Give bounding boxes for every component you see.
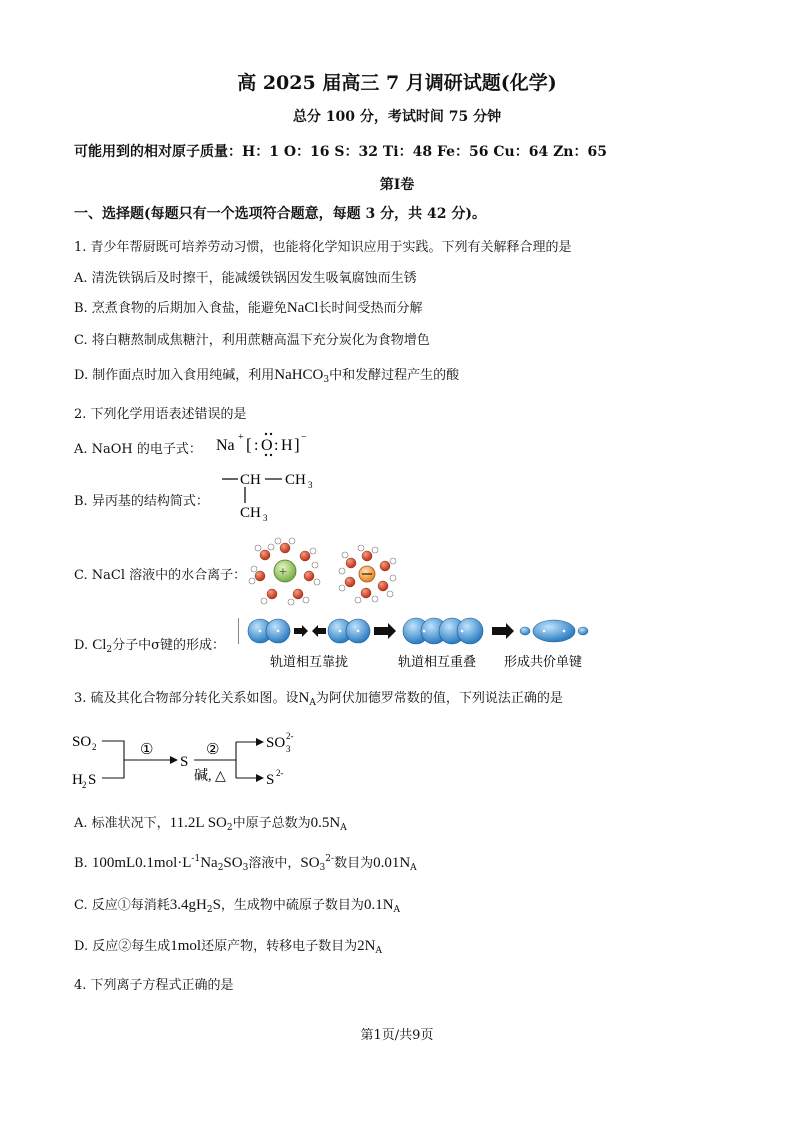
q3-b-value-sub: A: [410, 863, 417, 873]
q3-c-s: S: [212, 897, 221, 913]
q1-option-c: C. 将白糖熬制成焦糖汁，利用蔗糖高温下充分炭化为食物增色: [74, 333, 430, 348]
q3-a-value: 0.5N: [310, 815, 341, 831]
so3-sub: 3: [286, 744, 291, 754]
q2-option-d-sub: 2: [106, 645, 113, 655]
to-so3-arrowhead: [256, 738, 264, 746]
q2-option-d-label-pre: D.: [74, 638, 89, 653]
q1-option-b-post: 长时间受热而分解: [318, 301, 423, 316]
q3-d-value: 2N: [357, 938, 376, 954]
dot-bottom-2: [270, 454, 272, 456]
ch3-bottom-sub: 3: [263, 513, 268, 523]
q3-stem-post: 为阿伏加德罗常数的值，下列说法正确的是: [315, 691, 563, 706]
q2-option-b: [74, 490, 209, 509]
q2-stem: 2. 下列化学用语表述错误的是: [74, 407, 247, 422]
q3-b-ion: SO: [300, 855, 320, 871]
q1-option-a: A. 清洗铁锅后及时擦干，能减缓铁锅因发生吸氧腐蚀而生锈: [74, 271, 417, 286]
so3-charge: 2-: [286, 731, 294, 741]
step1-label: ①: [140, 742, 154, 758]
dot-bottom-1: [265, 454, 267, 456]
q3-a-formula: 11.2L SO: [169, 815, 227, 831]
section-heading: 第Ⅰ卷: [379, 177, 415, 193]
exam-title: 高 2025 届高三 7 月调研试题(化学): [237, 72, 557, 94]
q3-d-text-2: 还原产物，转移电子数目为: [201, 939, 358, 954]
sigma-bond-formation-diagram: [238, 614, 592, 672]
reactant-bracket: [102, 741, 124, 778]
q1-option-d-pre: D. 制作面点时加入食用纯碱，利用: [74, 368, 275, 383]
q3-c-mass: 3.4gH: [169, 897, 207, 913]
q3-c-text-2: ，生成物中硫原子数目为: [220, 898, 364, 913]
q3-b-ion-charge: 2-: [325, 854, 335, 864]
caption-overlapping: 轨道相互重叠: [398, 654, 477, 669]
q1-stem: 1. 青少年帮厨既可培养劳动习惯，也能将化学知识应用于实践。下列有关解释合理的是: [74, 240, 572, 255]
exam-subtitle: 总分 100 分，考试时间 75 分钟: [292, 109, 502, 125]
q2-option-a: [74, 438, 202, 457]
q3-b-text-1: 溶液中，: [248, 856, 301, 871]
q3-b-label: B.: [74, 856, 92, 871]
isopropyl-structure: [218, 467, 328, 525]
h2s-label: H: [72, 772, 83, 788]
so3-label: SO: [266, 735, 286, 751]
q3-b-conc-sup: -1: [191, 854, 201, 864]
hydrated-ions-diagram: [246, 536, 406, 606]
sulfur-conversion-diagram: [70, 726, 310, 794]
q1-option-b-pre: B. 烹煮食物的后期加入食盐，能避免: [74, 301, 287, 316]
caption-approaching: 轨道相互靠拢: [270, 654, 349, 669]
colon-right: :: [274, 437, 279, 454]
q1-option-d: [74, 364, 459, 385]
q1-option-d-formula: NaHCO: [274, 367, 324, 383]
q3-c-value: 0.1N: [363, 897, 394, 913]
orbitals-overlapping: [403, 618, 483, 644]
q3-c-mass-sub: 2: [206, 905, 213, 915]
step1-arrowhead: [170, 756, 178, 764]
q3-d-value-sub: A: [375, 946, 382, 956]
q3-stem-na: N: [298, 690, 310, 706]
ch-group: CH: [240, 472, 261, 488]
q3-d-mol: 1mol: [170, 938, 202, 954]
ch3-right: CH: [285, 472, 306, 488]
s2-label: S: [266, 772, 275, 788]
left-bracket: [: [246, 435, 252, 454]
q3-option-a: [74, 812, 347, 833]
colon-left: :: [254, 437, 259, 454]
svg-text:+: +: [279, 565, 287, 580]
q2-option-c-label: C. NaCl 溶液中的水合离子：: [74, 568, 247, 583]
so2-sub: 2: [92, 742, 97, 752]
oh-charge: −: [301, 432, 307, 443]
q3-a-text-2: 中原子总数为: [232, 816, 311, 831]
step2-condition: 碱, △: [194, 769, 226, 784]
q2-option-a-label: A. NaOH 的电子式：: [74, 442, 202, 457]
q3-c-value-sub: A: [393, 905, 401, 915]
na-charge: +: [238, 432, 244, 443]
q3-b-conc: 100mL0.1mol·L: [91, 855, 192, 871]
arrow-2: [492, 623, 514, 639]
ch3-bottom: CH: [240, 505, 261, 521]
part-one-heading: 一、选择题(每题只有一个选项符合题意，每题 3 分，共 42 分)。: [74, 206, 486, 222]
na-symbol: Na: [216, 437, 235, 454]
q2-option-d-formula: Cl: [92, 637, 107, 653]
hydrated-cation: [249, 538, 320, 605]
q3-b-ion-sub: 3: [319, 863, 326, 873]
q3-option-b: [74, 852, 417, 873]
step2-label: ②: [206, 742, 220, 758]
q3-a-sub: 2: [226, 823, 233, 833]
sulfur-label: S: [180, 754, 189, 770]
right-bracket: ]: [294, 435, 300, 454]
q3-stem: [74, 687, 563, 708]
q3-option-d: [74, 935, 382, 956]
q3-option-c: [74, 894, 400, 915]
q3-b-na-sub: 2: [217, 863, 224, 873]
q1-option-b-formula: NaCl: [286, 300, 319, 316]
q3-b-na: Na: [200, 855, 218, 871]
atomic-masses: 可能用到的相对原子质量：H：1 O：16 S：32 Ti：48 Fe：56 Cu：64 Zn：65: [74, 144, 607, 160]
q3-b-value: 0.01N: [373, 855, 411, 871]
q4-stem: 4. 下列离子方程式正确的是: [74, 978, 234, 993]
q3-c-text-1: C. 反应①每消耗: [74, 898, 170, 913]
s2-charge: 2-: [276, 768, 284, 778]
caption-single-bond: 形成共价单键: [504, 654, 583, 669]
q2-option-b-label: B. 异丙基的结构简式：: [74, 494, 209, 509]
q3-stem-na-sub: A: [309, 698, 316, 708]
page-number: 第1页/共9页: [360, 1028, 434, 1043]
dot-top-2: [270, 433, 272, 435]
hydrogen-symbol: H: [281, 437, 293, 454]
q3-b-text-2: 数目为: [334, 856, 374, 871]
dot-top-1: [265, 433, 267, 435]
hydrated-anion: [339, 545, 396, 603]
q1-option-d-post: 中和发酵过程产生的酸: [329, 368, 460, 383]
so2-label: SO: [72, 734, 92, 750]
q3-b-so: SO: [223, 855, 243, 871]
oxygen-symbol: O: [261, 437, 273, 454]
h2s-sub: 2: [82, 780, 87, 790]
naoh-electron-formula: [214, 428, 324, 460]
q3-b-so-sub: 3: [242, 863, 249, 873]
arrow-1: [374, 623, 396, 639]
orbitals-approaching: [248, 619, 370, 643]
q3-d-text-1: D. 反应②每生成: [74, 939, 171, 954]
q2-option-d: [74, 634, 225, 655]
q3-stem-pre: 3. 硫及其化合物部分转化关系如图。设: [74, 691, 299, 706]
q2-option-c: [74, 564, 246, 583]
h2s-s: S: [88, 772, 97, 788]
to-s2-arrowhead: [256, 774, 264, 782]
covalent-single-bond: [520, 620, 588, 642]
ch3-right-sub: 3: [308, 480, 313, 490]
q3-a-text-1: A. 标准状况下，: [74, 816, 170, 831]
q3-a-value-sub: A: [340, 823, 347, 833]
q1-option-d-sub: 3: [323, 375, 330, 385]
q1-option-b: [74, 297, 423, 317]
q2-option-d-label-post: 分子中σ键的形成：: [112, 638, 226, 653]
